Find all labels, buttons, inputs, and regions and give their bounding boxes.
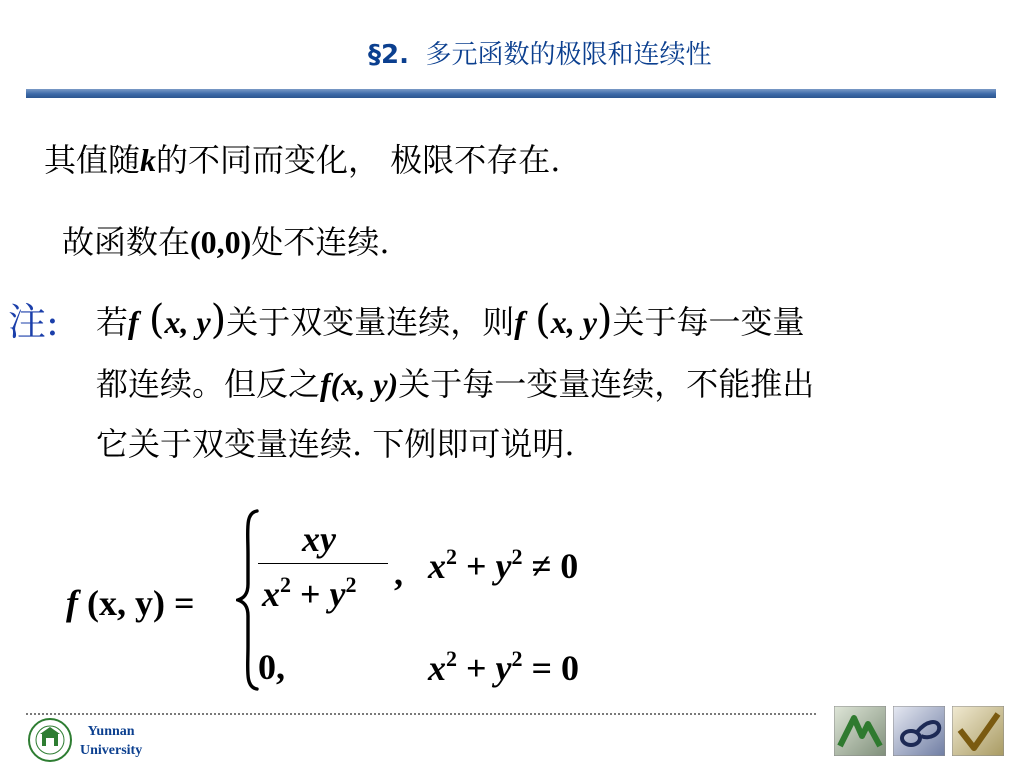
note2-f: f bbox=[320, 366, 331, 402]
cond2-plus: + bbox=[466, 648, 487, 688]
section-number: §2. bbox=[368, 40, 409, 70]
formula-lhs bbox=[66, 582, 195, 624]
case2-condition bbox=[428, 646, 579, 689]
university-line-2: University bbox=[80, 743, 143, 758]
swirl-tile-icon[interactable] bbox=[893, 706, 945, 756]
university-logo-icon bbox=[24, 716, 76, 764]
cond1-plus: + bbox=[466, 546, 487, 586]
den-x-exp: 2 bbox=[280, 572, 291, 597]
line1-after: 的不同而变化， 极限不存在. bbox=[156, 141, 561, 179]
check-tile-icon[interactable] bbox=[952, 706, 1004, 756]
note2-arg: (x, y) bbox=[330, 366, 399, 402]
cond2-y-exp: 2 bbox=[511, 646, 523, 671]
slide-title bbox=[368, 34, 712, 71]
footer-divider bbox=[26, 713, 816, 715]
note-line-3: 它关于双变量连续. 下例即可说明. bbox=[96, 425, 575, 463]
lhs-args: (x, y) = bbox=[87, 583, 195, 623]
left-brace-icon bbox=[236, 508, 260, 692]
fraction-numerator: xy bbox=[302, 519, 336, 559]
university-line-1: Yunnan bbox=[87, 724, 135, 739]
line2-before: 故函数在 bbox=[62, 223, 191, 261]
den-y: y bbox=[329, 574, 346, 614]
note1-f2: f bbox=[514, 304, 525, 340]
cond1-x: x bbox=[428, 546, 446, 586]
section-title: 多元函数的极限和连续性 bbox=[425, 40, 712, 70]
note-line-1 bbox=[96, 297, 805, 343]
paren-open: ( bbox=[535, 297, 551, 343]
cond2-y: y bbox=[495, 648, 512, 688]
cond1-y: y bbox=[495, 546, 512, 586]
university-name bbox=[80, 722, 142, 760]
line2-point: (0,0) bbox=[190, 224, 252, 260]
cond1-y-exp: 2 bbox=[511, 544, 523, 569]
line2-after: 处不连续. bbox=[251, 223, 390, 261]
cond2-x-exp: 2 bbox=[446, 646, 457, 671]
case1-comma: , bbox=[394, 553, 403, 593]
cond2-x: x bbox=[428, 648, 446, 688]
note1-p2: 关于双变量连续，则 bbox=[226, 303, 515, 341]
cond1-x-exp: 2 bbox=[446, 544, 457, 569]
note1-arg2: x, y bbox=[550, 304, 597, 340]
fraction-bar bbox=[258, 563, 388, 564]
cond1-rel: ≠ 0 bbox=[531, 546, 579, 586]
note-label: 注: bbox=[8, 300, 59, 344]
case2-value: 0, bbox=[258, 647, 285, 687]
note2-p2: 关于每一变量连续，不能推出 bbox=[398, 365, 815, 403]
den-y-exp: 2 bbox=[345, 572, 357, 597]
note1-p3: 关于每一变量 bbox=[612, 303, 805, 341]
paren-close: ) bbox=[210, 297, 227, 343]
note-line-2 bbox=[96, 364, 814, 404]
header-bar bbox=[26, 89, 996, 98]
text-line-2 bbox=[62, 222, 390, 262]
note1-arg1: x, y bbox=[164, 304, 211, 340]
fraction-denominator bbox=[262, 572, 357, 615]
note1-p1: 若 bbox=[96, 303, 129, 341]
paren-close: ) bbox=[596, 297, 613, 343]
note1-f1: f bbox=[128, 304, 139, 340]
note2-p1: 都连续。但反之 bbox=[96, 365, 321, 403]
line1-before: 其值随 bbox=[44, 141, 141, 179]
den-plus: + bbox=[300, 574, 321, 614]
forward-arrow-tile-icon[interactable] bbox=[834, 706, 886, 756]
case1-condition bbox=[428, 544, 578, 587]
den-x: x bbox=[262, 574, 280, 614]
paren-open: ( bbox=[148, 297, 165, 343]
text-line-1 bbox=[44, 140, 560, 180]
cond2-rel: = 0 bbox=[531, 648, 580, 688]
lhs-f: f bbox=[66, 583, 78, 623]
line1-var: k bbox=[140, 142, 157, 178]
